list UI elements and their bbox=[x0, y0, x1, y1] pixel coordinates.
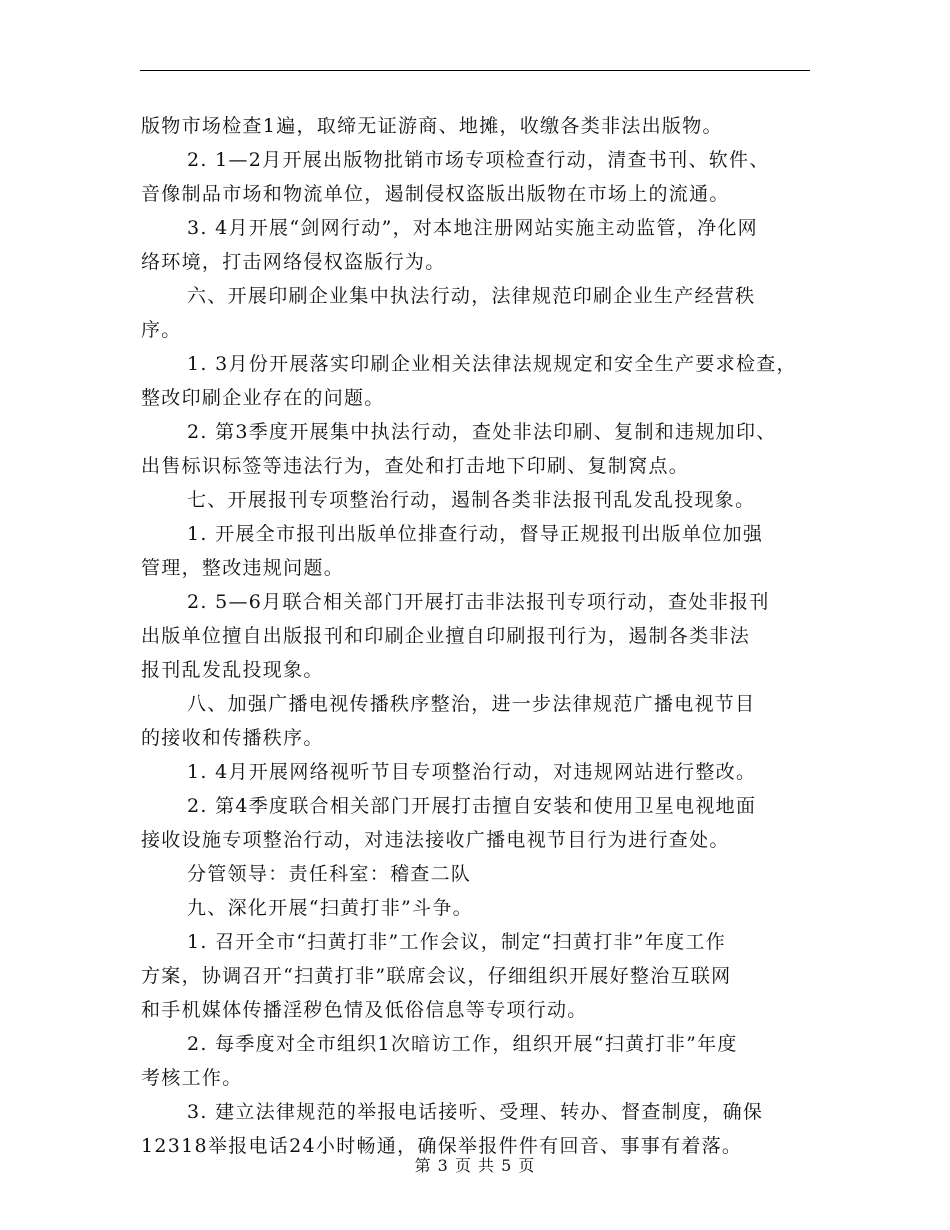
text-line: 整改印刷企业存在的问题。 bbox=[141, 387, 385, 409]
text-line: 版物市场检查1遍，取缔无证游商、地摊，收缴各类非法出版物。 bbox=[141, 115, 723, 137]
text-line: 2. 第4季度联合相关部门开展打击擅自安装和使用卫星电视地面 bbox=[187, 795, 757, 817]
document-body bbox=[141, 109, 813, 1163]
text-line: 接收设施专项整治行动，对违法接收广播电视节目行为进行查处。 bbox=[141, 829, 730, 851]
text-line: 3. 建立法律规范的举报电话接听、受理、转办、督查制度，确保 bbox=[187, 1101, 764, 1123]
text-line: 2. 1—2月开展出版物批销市场专项检查行动，清查书刊、软件、 bbox=[187, 149, 770, 171]
text-line: 的接收和传播秩序。 bbox=[141, 727, 324, 749]
text-line: 序。 bbox=[141, 319, 182, 341]
text-line: 2. 5—6月联合相关部门开展打击非法报刊专项行动，查处非报刊 bbox=[187, 591, 770, 613]
text-line: 2. 每季度对全市组织1次暗访工作，组织开展“扫黄打非”年度 bbox=[187, 1033, 738, 1055]
text-line: 出售标识标签等违法行为，查处和打击地下印刷、复制窝点。 bbox=[141, 455, 690, 477]
section-heading: 七、开展报刊专项整治行动，遏制各类非法报刊乱发乱投现象。 bbox=[187, 489, 756, 511]
page-number-footer: 第 3 页 共 5 页 bbox=[414, 1156, 536, 1175]
text-line: 3. 4月开展“剑网行动”，对本地注册网站实施主动监管，净化网 bbox=[187, 217, 758, 239]
text-line: 和手机媒体传播淫秽色情及低俗信息等专项行动。 bbox=[141, 999, 588, 1021]
section-heading: 六、开展印刷企业集中执法行动，法律规范印刷企业生产经营秩 bbox=[187, 285, 756, 307]
text-line: 出版单位擅自出版报刊和印刷企业擅自印刷报刊行为，遏制各类非法 bbox=[141, 625, 751, 647]
text-line: 1. 3月份开展落实印刷企业相关法律法规规定和安全生产要求检查， bbox=[187, 353, 797, 375]
text-line: 考核工作。 bbox=[141, 1067, 243, 1089]
text-line: 1. 4月开展网络视听节目专项整治行动，对违规网站进行整改。 bbox=[187, 761, 757, 783]
section-heading: 九、深化开展“扫黄打非”斗争。 bbox=[187, 897, 473, 919]
text-line: 2. 第3季度开展集中执法行动，查处非法印刷、复制和违规加印、 bbox=[187, 421, 777, 443]
text-line: 音像制品市场和物流单位，遏制侵权盗版出版物在市场上的流通。 bbox=[141, 183, 730, 205]
text-line: 12318举报电话24小时畅通，确保举报件件有回音、事事有着落。 bbox=[141, 1135, 743, 1157]
text-line: 方案，协调召开“扫黄打非”联席会议，仔细组织开展好整治互联网 bbox=[141, 965, 732, 987]
section-heading: 八、加强广播电视传播秩序整治，进一步法律规范广播电视节目 bbox=[187, 693, 756, 715]
header-rule bbox=[140, 70, 810, 71]
text-line: 分管领导：责任科室：稽查二队 bbox=[187, 863, 472, 885]
text-line: 管理，整改违规问题。 bbox=[141, 557, 345, 579]
text-line: 络环境，打击网络侵权盗版行为。 bbox=[141, 251, 446, 273]
text-line: 1. 开展全市报刊出版单位排查行动，督导正规报刊出版单位加强 bbox=[187, 523, 764, 545]
text-line: 报刊乱发乱投现象。 bbox=[141, 659, 324, 681]
text-line: 1. 召开全市“扫黄打非”工作会议，制定“扫黄打非”年度工作 bbox=[187, 931, 727, 953]
